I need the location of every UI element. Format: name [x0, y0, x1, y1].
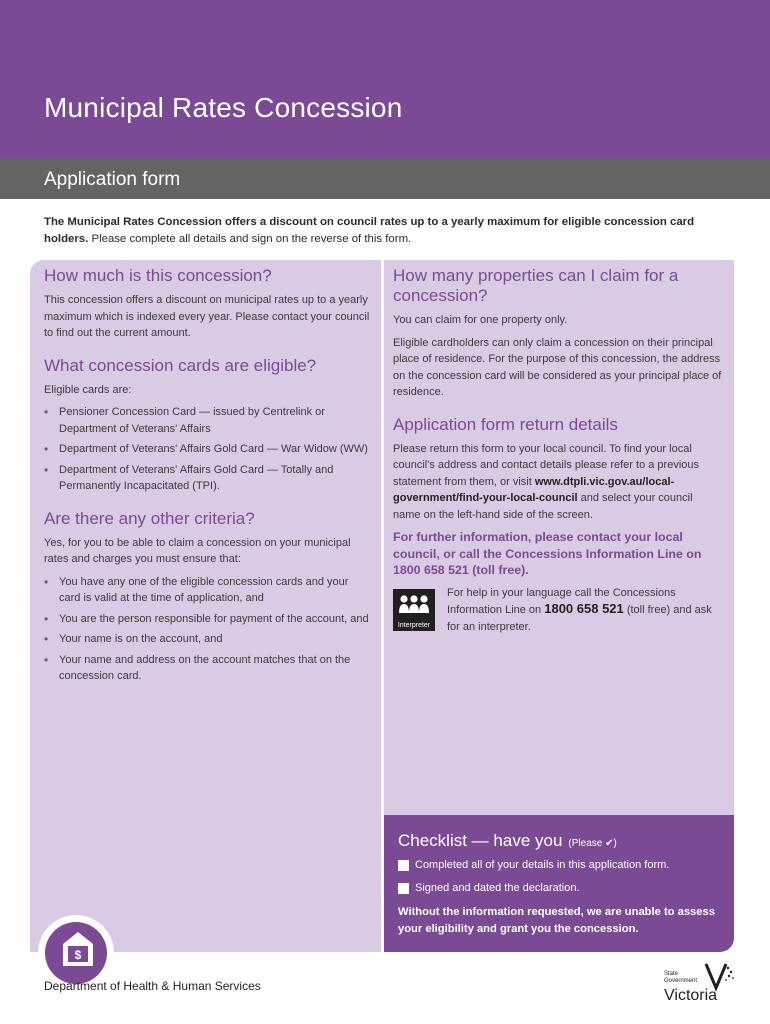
- intro-paragraph: [44, 214, 724, 248]
- left-column: [44, 266, 372, 691]
- further-info: For further information, please contact your local council, or call the Concessions Information Line on 1800 658 521 (toll free).: [393, 530, 702, 577]
- interpreter-text-b: (toll free) and ask for an interpreter.: [447, 604, 712, 633]
- intro-rest: Please complete all details and sign on the reverse of this form.: [88, 233, 412, 245]
- council-finder-link[interactable]: www.dtpli.vic.gov.au/local-government/find-your-local-council: [393, 475, 675, 504]
- interpreter-text: [447, 585, 722, 636]
- page-header: [0, 0, 770, 159]
- victoria-government-logo: [662, 962, 736, 1004]
- vic-state-text: State: [664, 971, 679, 977]
- list-item: • Pensioner Concession Card — issued by Centrelink or Department of Veterans' Affairs: [44, 404, 372, 437]
- properties-p1: You can claim for one property only.: [393, 314, 568, 326]
- checklist-title: [398, 831, 617, 851]
- criteria-list: [44, 574, 372, 685]
- list-item: • Department of Veterans' Affairs Gold Card — War Widow (WW): [44, 441, 372, 458]
- return-details-text-end: and select your council name on the left-hand side of the screen.: [393, 492, 693, 521]
- section-how-much-body: This concession offers a discount on municipal rates up to a yearly maximum which is indexed every year. Please contact your council to find out the current amount.: [44, 294, 370, 339]
- section-criteria-title: Are there any other criteria?: [44, 508, 255, 528]
- checklist-warning: Without the information requested, we are unable to assess your eligibility and grant you the concession.: [398, 906, 715, 935]
- eligible-cards-intro: Eligible cards are:: [44, 383, 132, 396]
- criteria-intro: Yes, for you to be able to claim a concession on your municipal rates and charges you must ensure that:: [44, 536, 351, 565]
- list-item: • You have any one of the eligible concession cards and your card is valid at the time of application, and: [44, 574, 372, 607]
- checklist-item-label: Completed all of your details in this application form.: [415, 859, 670, 871]
- eligible-cards-list: [44, 404, 372, 495]
- section-properties-title: How many properties can I claim for a concession?: [393, 266, 679, 305]
- list-item: • Your name and address on the account matches that on the concession card.: [44, 652, 372, 685]
- house-dollar-symbol: $: [74, 948, 82, 962]
- section-eligible-cards-title: What concession cards are eligible?: [44, 355, 317, 375]
- interpreter-people-icon: [398, 594, 430, 614]
- page-title: Municipal Rates Concession: [44, 92, 403, 123]
- house-dollar-icon: [60, 929, 96, 969]
- checkbox[interactable]: [398, 883, 409, 894]
- subheader-bar: [0, 159, 770, 199]
- checklist-item: [398, 859, 669, 871]
- return-details-text: Please return this form to your local council. To find your local council's address and contact details please refer to a previous statement from them, or visit: [393, 442, 699, 488]
- properties-p2: Eligible cardholders can only claim a concession on their principal place of residence. For the purpose of this concession, the address on the concession card will be considered as your principal place of residence.: [393, 336, 722, 398]
- subheader-title: Application form: [44, 169, 181, 190]
- interpreter-icon: [393, 589, 435, 631]
- list-item: • Department of Veterans' Affairs Gold Card — Totally and Permanently Incapacitated (TPI).: [44, 462, 372, 495]
- vic-government-text: Government: [664, 978, 698, 984]
- checkbox[interactable]: [398, 860, 409, 871]
- checklist-box: [384, 815, 734, 952]
- list-item: • You are the person responsible for payment of the account, and: [44, 611, 372, 628]
- department-name: Department of Health & Human Services: [44, 979, 261, 993]
- list-item: • Your name is on the account, and: [44, 631, 372, 648]
- interpreter-label: Interpreter: [397, 621, 431, 629]
- intro-bold: The Municipal Rates Concession offers a discount on council rates up to a yearly maximum for eligible concession card holders.: [44, 216, 695, 245]
- right-column: [393, 266, 723, 635]
- section-how-much-title: How much is this concession?: [44, 266, 272, 285]
- return-details-body: [393, 441, 723, 524]
- vic-victoria-text: Victoria: [664, 987, 718, 1004]
- checklist-note: (Please ✔): [568, 838, 617, 849]
- interpreter-phone: 1800 658 521: [544, 601, 624, 616]
- checklist-title-text: Checklist — have you: [398, 831, 563, 850]
- checklist-item: [398, 882, 580, 894]
- checklist-item-label: Signed and dated the declaration.: [415, 882, 580, 894]
- interpreter-block: [393, 585, 723, 635]
- section-return-details-title: Application form return details: [393, 414, 618, 434]
- interpreter-text-a: For help in your language call the Concessions Information Line on: [447, 586, 676, 616]
